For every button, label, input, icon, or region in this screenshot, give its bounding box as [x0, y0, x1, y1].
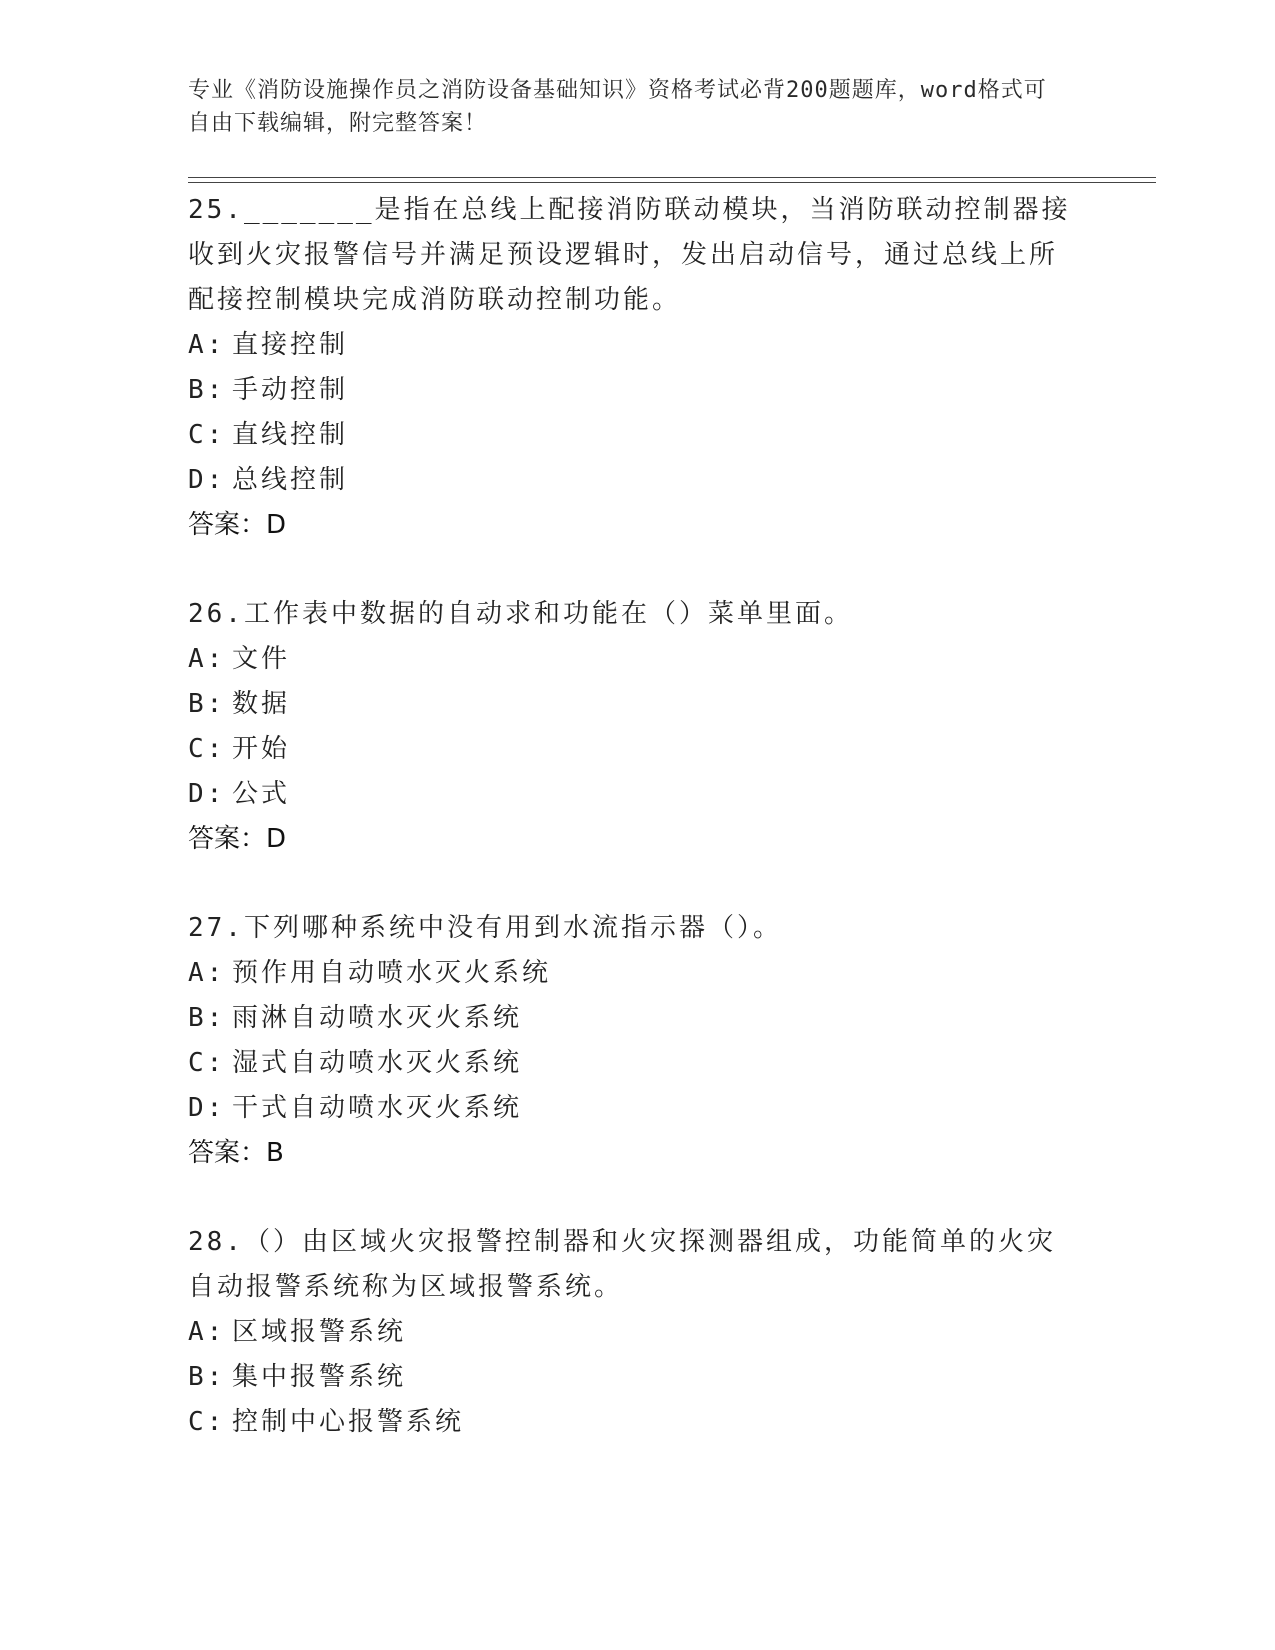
question-list: [188, 188, 1078, 1489]
option-letter: B:: [188, 689, 226, 719]
option-letter: C:: [188, 1407, 226, 1437]
option-a: [188, 1310, 1078, 1355]
question-26: [188, 592, 1078, 862]
question-stem: 25._______是指在总线上配接消防联动模块，当消防联动控制器接收到火灾报警信号并满足预设逻辑时，发出启动信号，通过总线上所配接控制模块完成消防联动控制功能。: [188, 195, 1071, 315]
option-letter: C:: [188, 420, 226, 450]
option-letter: B:: [188, 375, 226, 405]
option-text: 数据: [232, 689, 291, 719]
option-d: [188, 1086, 1078, 1131]
option-text: 雨淋自动喷水灭火系统: [232, 1003, 523, 1033]
option-letter: A:: [188, 644, 226, 674]
option-text: 开始: [232, 734, 291, 764]
question-stem: 27.下列哪种系统中没有用到水流指示器（）。: [188, 913, 782, 943]
option-c: [188, 727, 1078, 772]
question-28: [188, 1220, 1078, 1445]
answer-line: [188, 1131, 1078, 1176]
option-text: 总线控制: [232, 465, 349, 495]
question-stem: 26.工作表中数据的自动求和功能在（）菜单里面。: [188, 599, 853, 629]
option-letter: D:: [188, 465, 226, 495]
option-text: 区域报警系统: [232, 1317, 407, 1347]
option-letter: A:: [188, 1317, 226, 1347]
option-c: [188, 1400, 1078, 1445]
option-b: [188, 368, 1078, 413]
option-letter: D:: [188, 779, 226, 809]
header-divider-top: [188, 177, 1156, 178]
answer-value: B: [266, 1138, 284, 1168]
answer-line: [188, 817, 1078, 862]
option-text: 湿式自动喷水灭火系统: [232, 1048, 523, 1078]
option-letter: A:: [188, 958, 226, 988]
option-b: [188, 682, 1078, 727]
answer-line: [188, 503, 1078, 548]
option-c: [188, 1041, 1078, 1086]
option-a: [188, 323, 1078, 368]
option-letter: B:: [188, 1362, 226, 1392]
answer-label: 答案：: [188, 1138, 267, 1168]
option-letter: A:: [188, 330, 226, 360]
answer-label: 答案：: [188, 510, 267, 540]
option-b: [188, 996, 1078, 1041]
option-text: 文件: [232, 644, 291, 674]
answer-value: D: [266, 824, 287, 854]
option-text: 公式: [232, 779, 291, 809]
header-divider-bottom: [188, 182, 1156, 183]
option-a: [188, 951, 1078, 996]
option-text: 直线控制: [232, 420, 349, 450]
option-c: [188, 413, 1078, 458]
question-stem: 28.（）由区域火灾报警控制器和火灾探测器组成，功能简单的火灾自动报警系统称为区域报警系统。: [188, 1227, 1056, 1302]
option-text: 直接控制: [232, 330, 349, 360]
option-text: 手动控制: [232, 375, 349, 405]
option-text: 预作用自动喷水灭火系统: [232, 958, 552, 988]
answer-label: 答案：: [188, 824, 267, 854]
option-d: [188, 458, 1078, 503]
option-text: 干式自动喷水灭火系统: [232, 1093, 523, 1123]
option-a: [188, 637, 1078, 682]
option-d: [188, 772, 1078, 817]
option-letter: D:: [188, 1093, 226, 1123]
option-b: [188, 1355, 1078, 1400]
option-text: 控制中心报警系统: [232, 1407, 465, 1437]
document-header: 专业《消防设施操作员之消防设备基础知识》资格考试必背200题题库，word格式可自由下载编辑，附完整答案！: [188, 78, 1047, 136]
option-letter: C:: [188, 1048, 226, 1078]
option-text: 集中报警系统: [232, 1362, 407, 1392]
answer-value: D: [266, 510, 287, 540]
option-letter: B:: [188, 1003, 226, 1033]
option-letter: C:: [188, 734, 226, 764]
question-25: [188, 188, 1078, 548]
question-27: [188, 906, 1078, 1176]
